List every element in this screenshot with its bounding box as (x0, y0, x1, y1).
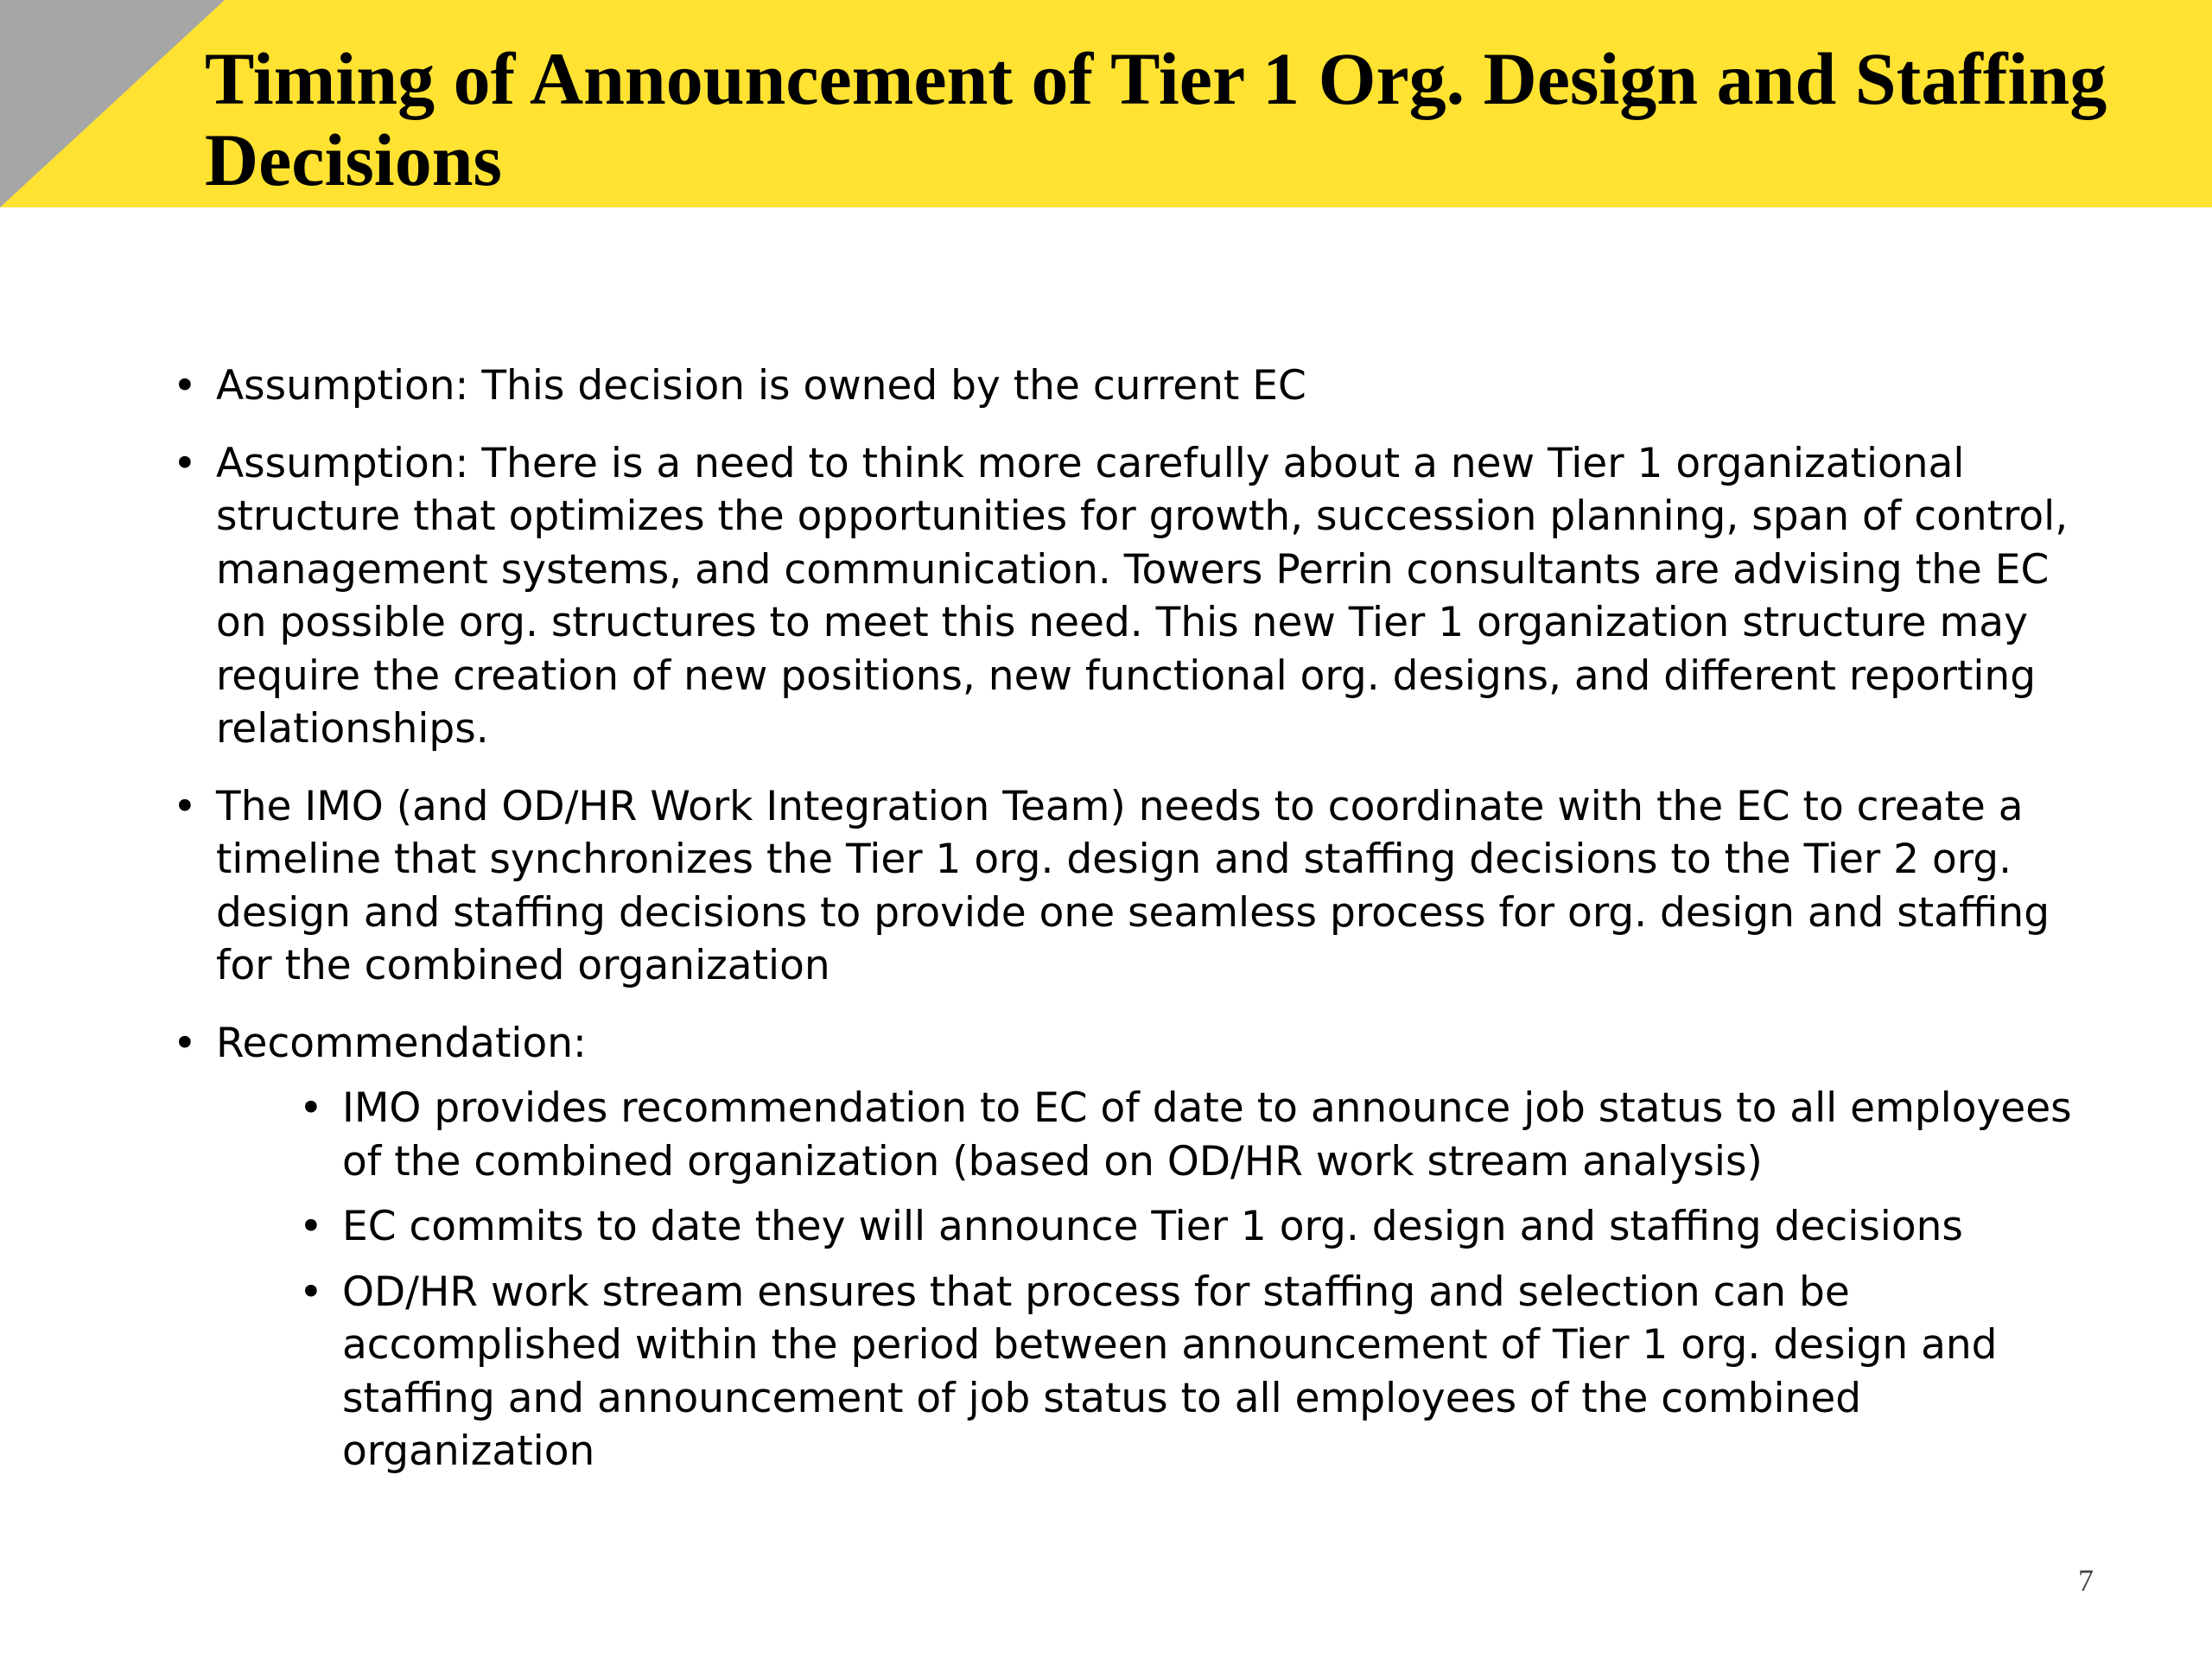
page-number: 7 (2078, 1563, 2094, 1598)
bullet-icon: • (299, 1268, 323, 1316)
bullet-list (173, 359, 2074, 1503)
sub-bullet-text: OD/HR work stream ensures that process for staffing and selection can be accomplished within the period between announcement of Tier 1 org. design and staffing and announcement of job status to all employees of the combined organization (342, 1268, 1998, 1475)
sub-bullet-text: EC commits to date they will announce Tier 1 org. design and staffing decisions (342, 1203, 1963, 1250)
bullet-item (173, 780, 2074, 993)
bullet-text: Assumption: There is a need to think more carefully about a new Tier 1 organizational structure that optimizes the opportunities for growth, succession planning, span of control, management systems, and communication. Towers Perrin consultants are advising the EC on possible org. structures to meet this need. This new Tier 1 organization structure may require the creation of new positions, new functional org. designs, and different reporting relationships. (216, 439, 2069, 753)
bullet-text: The IMO (and OD/HR Work Integration Team) needs to coordinate with the EC to create a timeline that synchronizes the Tier 1 org. design and staffing decisions to the Tier 2 org. design and staffing decisions to provide one seamless process for org. design and staffing for the combined organization (216, 782, 2050, 989)
title-bar (0, 0, 2212, 207)
bullet-item (173, 437, 2074, 756)
slide-title: Timing of Announcement of Tier 1 Org. Design and Staffing Decisions (205, 37, 2107, 201)
bullet-text: Recommendation: (216, 1019, 587, 1067)
bullet-icon: • (299, 1084, 323, 1132)
bullet-icon: • (173, 439, 197, 487)
corner-triangle-decoration (0, 0, 225, 207)
sub-bullet-text: IMO provides recommendation to EC of date to announce job status to all employees of the combined organization (based on OD/HR work stream analysis) (342, 1084, 2072, 1185)
sub-bullet-item (299, 1200, 2074, 1254)
bullet-icon: • (173, 782, 197, 830)
bullet-item (173, 1017, 2074, 1478)
sub-bullet-item (299, 1082, 2074, 1188)
bullet-text: Assumption: This decision is owned by the current EC (216, 362, 1306, 410)
bullet-icon: • (173, 362, 197, 410)
sub-bullet-item (299, 1266, 2074, 1478)
bullet-item (173, 359, 2074, 413)
sub-bullet-list (216, 1082, 2074, 1478)
bullet-icon: • (173, 1019, 197, 1067)
bullet-icon: • (299, 1203, 323, 1250)
